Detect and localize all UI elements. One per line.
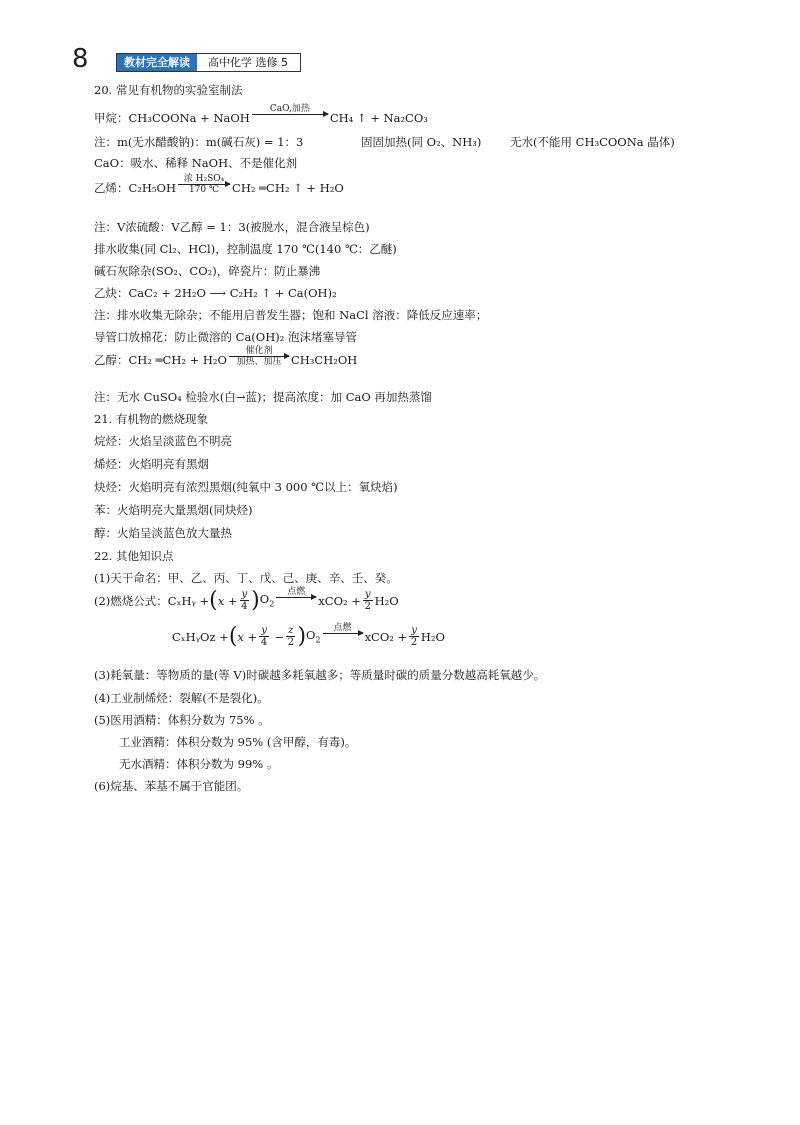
- section-22-heading: 22. 其他知识点: [94, 549, 174, 563]
- knowledge-item-1: (1)天干命名：甲、乙、丙、丁、戊、己、庚、辛、壬、癸。: [94, 571, 398, 585]
- running-header: [116, 53, 301, 72]
- ethylene-note-purify: 碱石灰除杂(SO₂、CO₂)，碎瓷片：防止暴沸: [94, 264, 321, 278]
- formula-1-co2: xCO₂ +: [318, 593, 361, 608]
- series-badge: 教材完全解读: [117, 54, 197, 71]
- formula-1-h2o: H₂O: [374, 593, 399, 608]
- knowledge-item-4: (4)工业制烯烃：裂解(不是裂化)。: [94, 691, 269, 705]
- ethanol-note: 注：无水 CuSO₄ 检验水(白→蓝)；提高浓度：加 CaO 再加热蒸馏: [94, 390, 432, 404]
- formula-1-reactant: CₓHᵧ +: [167, 593, 210, 608]
- formula-2-h2o: H₂O: [420, 629, 445, 644]
- knowledge-item-5: (5)医用酒精：体积分数为 75% 。: [94, 713, 270, 727]
- knowledge-item-3: (3)耗氧量：等物质的量(等 V)时碳越多耗氧越多；等质量时碳的质量分数越高耗氧越少。: [94, 668, 546, 682]
- reaction-arrow: [178, 174, 230, 195]
- ethylene-note-collect: 排水收集(同 Cl₂、HCl)，控制温度 170 ℃(140 ℃：乙醚): [94, 242, 397, 256]
- methane-note-cao: CaO：吸水、稀释 NaOH、不是催化剂: [94, 156, 298, 170]
- acetylene-note-a: 注：排水收集无除杂；不能用启普发生器；饱和 NaCl 溶液：降低反应速率；: [94, 308, 488, 322]
- reaction-arrow: [252, 104, 328, 125]
- reaction-arrow: [276, 587, 316, 608]
- combustion-formula-label: (2)燃烧公式：: [94, 593, 168, 608]
- section-21-heading: 21. 有机物的燃烧现象: [94, 412, 208, 426]
- section-20-heading: 20. 常见有机物的实验室制法: [94, 83, 243, 97]
- combustion-formula-1: (2)燃烧公式： CₓHᵧ + ( x + $\frac{y}{4}$ ) $O_2$ 点燃 xCO₂ + $\frac{y}{2}$ H₂O: [94, 587, 399, 613]
- ethylene-condition-bottom: 170 ℃: [188, 185, 220, 195]
- ethylene-note-ratio: 注：V浓硫酸：V乙醇 = 1：3(被脱水，混合液呈棕色): [94, 220, 370, 234]
- ignite-condition: 点燃: [287, 587, 306, 597]
- ethanol-condition-top: 催化剂: [245, 346, 273, 356]
- ethanol-condition-bottom: 加热、加压: [236, 357, 282, 367]
- acetylene-note-b: 导管口放棉花：防止微溶的 Ca(OH)₂ 泡沫堵塞导管: [94, 330, 358, 344]
- ethanol-equation: [94, 346, 358, 370]
- ethylene-condition-top: 浓 H₂SO₄: [183, 174, 225, 184]
- combustion-item: 烷烃：火焰呈淡蓝色不明亮: [94, 434, 232, 448]
- acetylene-equation: 乙炔：CaC₂ + 2H₂O ⟶ C₂H₂ ↑ + Ca(OH)₂: [94, 286, 337, 300]
- methane-reactants: 甲烷：CH₃COONa + NaOH: [94, 110, 250, 125]
- methane-equation: [94, 104, 428, 128]
- combustion-item: 苯：火焰明亮大量黑烟(同炔烃): [94, 503, 253, 517]
- ethylene-equation: [94, 174, 344, 198]
- combustion-item: 醇：火焰呈淡蓝色放大量热: [94, 526, 232, 540]
- combustion-formula-2: CₓHᵧOz + ( x + $\frac{y}{4}$ − $\frac{z}{2}$ ) $O_2$ 点燃 xCO₂ + $\frac{y}{2}$ H₂O: [172, 623, 445, 649]
- methane-products: CH₄ ↑ + Na₂CO₃: [329, 110, 428, 125]
- knowledge-item-6: (6)烷基、苯基不属于官能团。: [94, 779, 249, 793]
- ethylene-products: CH₂ ═CH₂ ↑ + H₂O: [232, 180, 344, 195]
- knowledge-item-5b: 工业酒精：体积分数为 95% (含甲醇，有毒)。: [119, 735, 357, 749]
- ethanol-reactants: 乙醇：CH₂ ═CH₂ + H₂O: [94, 352, 227, 367]
- methane-note-anhydrous: 无水(不能用 CH₃COONa 晶体): [510, 135, 675, 149]
- page-number: 8: [72, 44, 89, 74]
- formula-2-co2: xCO₂ +: [364, 629, 408, 644]
- methane-note-ratio: 注：m(无水醋酸钠)：m(碱石灰) = 1：3: [94, 135, 304, 149]
- subject-label: 高中化学 选修 5: [197, 54, 300, 71]
- reaction-arrow: [323, 623, 363, 644]
- combustion-item: 炔烃：火焰明亮有浓烈黑烟(纯氧中 3 000 ℃以上：氧炔焰): [94, 480, 398, 494]
- methane-note-heating: 固固加热(同 O₂、NH₃): [361, 135, 482, 149]
- reaction-arrow: [229, 346, 289, 367]
- formula-2-reactant: CₓHᵧOz +: [172, 629, 229, 644]
- knowledge-item-5c: 无水酒精：体积分数为 99% 。: [119, 757, 279, 771]
- combustion-item: 烯烃：火焰明亮有黑烟: [94, 457, 209, 471]
- methane-condition: CaO,加热: [269, 104, 310, 114]
- ignite-condition: 点燃: [333, 623, 352, 633]
- ethanol-products: CH₃CH₂OH: [290, 352, 358, 367]
- ethylene-reactants: 乙烯：C₂H₅OH: [94, 180, 177, 195]
